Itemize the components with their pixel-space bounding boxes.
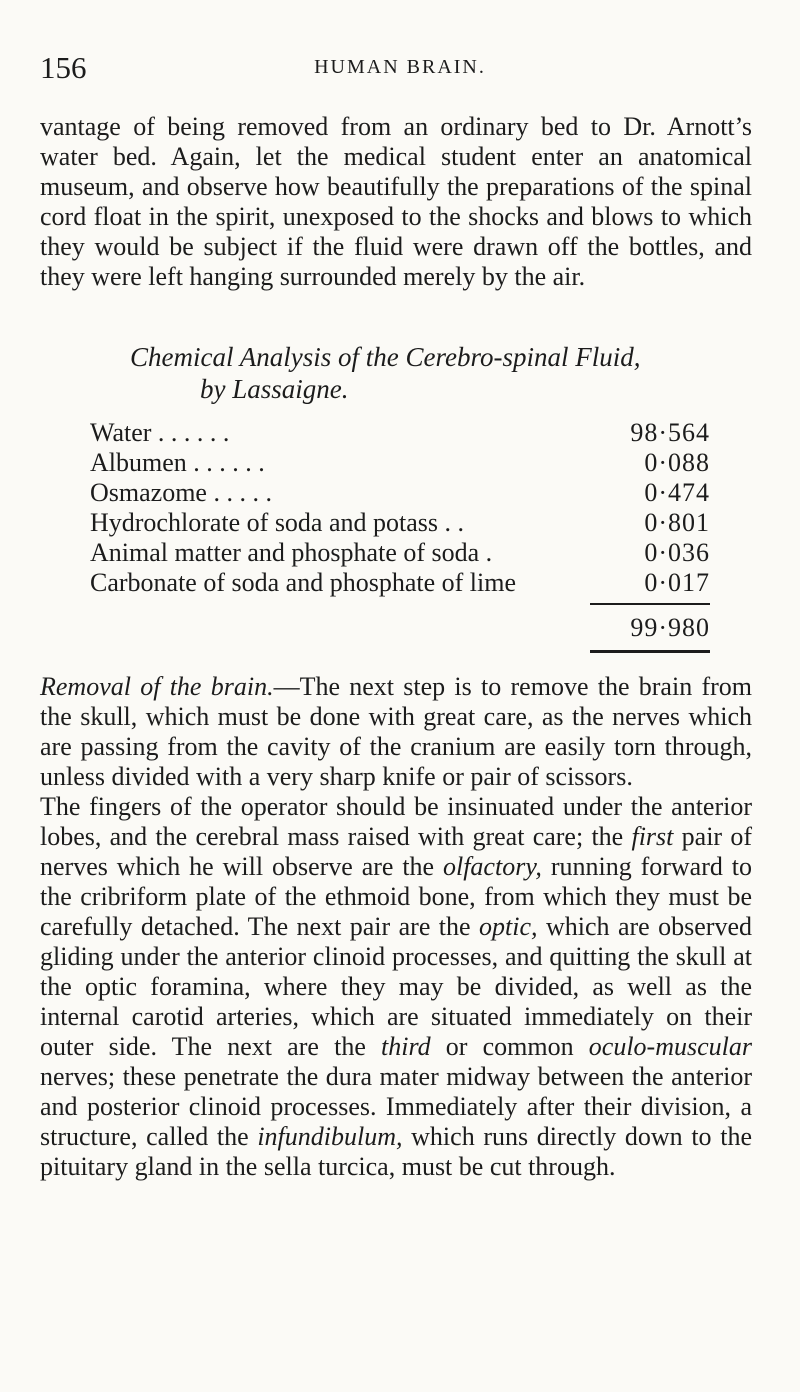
row-label: Carbonate of soda and phosphate of lime [90,568,516,597]
table-row [90,448,710,478]
section-heading: Removal of the brain. [40,672,274,701]
table-row [90,478,710,508]
paragraph-intro: vantage of being removed from an ordinary bed to Dr. Arnott’s water bed. Again, let the medical student enter an anatomical museum, and observe how beautifully the preparations of the spinal cord float in the spirit, unexposed to the shocks and blows to which they would be subject if the fluid were drawn off the bottles, and they were left hanging surrounded merely by the air. [40,112,752,291]
table-row [90,508,710,538]
table-total: 99·980 [630,613,710,642]
emphasis: first [631,822,674,851]
text-run: which runs directly down to the pituitary gland in the sella turcica, must be cut through. [40,1122,752,1181]
text-run: which are observed gliding under the anterior clinoid processes, and quitting the skull at the optic foramina, where they may be divided, as well as the internal carotid arteries, which are situated immediately on their outer side. The next are the [40,912,752,1061]
total-rule [590,650,710,653]
row-label: Hydrochlorate of soda and potass . . [90,508,465,537]
row-value: 98·564 [630,418,710,447]
row-value: 0·036 [644,538,710,567]
row-label: Animal matter and phosphate of soda . [90,538,493,567]
row-value: 0·017 [644,568,710,597]
running-head: HUMAN BRAIN. [314,56,486,78]
table-row [90,418,710,448]
row-label: Albumen . . . . . . [90,448,265,477]
row-label: Water . . . . . . [90,418,230,447]
emphasis: third [381,1032,431,1061]
text-run: nerves; these penetrate the dura mater midway between the anterior and posterior clinoid processes. Immediately after their division, a structure, called the [40,1062,752,1151]
paragraph-nerves [40,792,752,1182]
text-run: or common [430,1032,589,1061]
table-row [90,538,710,568]
row-value: 0·088 [644,448,710,477]
emphasis: infundibulum, [257,1122,403,1151]
text-run: The fingers of the operator should be insinuated under the anterior lobes, and the cerebral mass raised with great care; the [40,792,752,851]
sum-rule [590,603,710,605]
row-value: 0·474 [644,478,710,507]
emphasis: olfactory, [442,852,542,881]
table-title: Chemical Analysis of the Cerebro-spinal Fluid, [130,342,641,372]
emphasis: oculo-muscular [588,1032,752,1061]
emphasis: optic, [479,912,538,941]
table-subtitle: by Lassaigne. [200,374,349,404]
paragraph-removal [40,672,752,792]
page-header [40,50,760,90]
row-value: 0·801 [644,508,710,537]
table-row [90,568,710,598]
text-run: running forward to the cribriform plate of the ethmoid bone, from which they must be carefully detached. The next pair are the [40,852,752,941]
page-number: 156 [40,50,87,85]
analysis-table [90,418,710,598]
text-run: pair of nerves which he will observe are the [40,822,752,881]
row-label: Osmazome . . . . . [90,478,272,507]
paragraph-text: —The next step is to remove the brain from the skull, which must be done with great care, as the nerves which are passing from the cavity of the cranium are easily torn through, unless divided with a very sharp knife or pair of scissors. [40,672,752,791]
